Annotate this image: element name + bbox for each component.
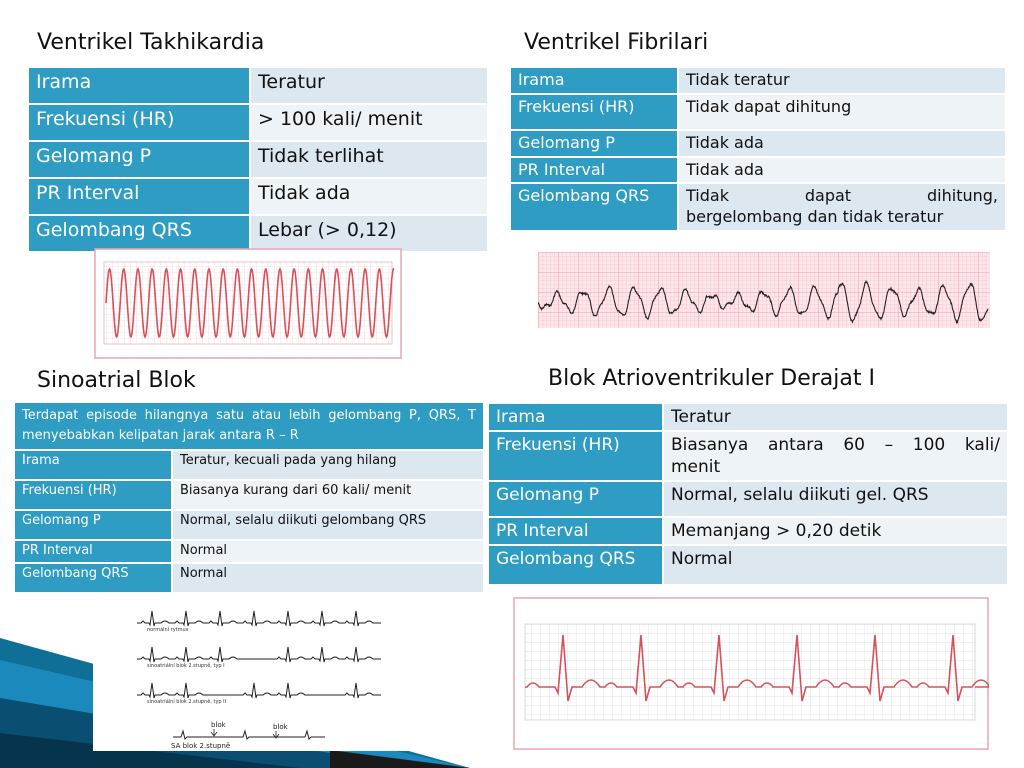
sa-value: Normal — [172, 563, 484, 593]
vf-value — [678, 183, 1006, 231]
table-row — [28, 104, 488, 141]
sa-strip-label: SA blok 2.stupně — [171, 742, 231, 750]
vt-value: Lebar (> 0,12) — [250, 215, 488, 252]
sa-title: Sinoatrial Blok — [37, 368, 196, 393]
sa-strip-label: normální rytmus — [147, 627, 189, 633]
avb-title: Blok Atrioventrikuler Derajat I — [548, 366, 875, 391]
avb-ecg-strip — [513, 597, 989, 750]
sa-value: Normal, selalu diikuti gelombang QRS — [172, 510, 484, 540]
table-row — [28, 178, 488, 215]
table-row — [14, 402, 484, 450]
sa-key: Gelombang QRS — [14, 563, 172, 593]
table-row — [510, 157, 1006, 184]
table-row — [28, 215, 488, 252]
table-row — [510, 67, 1006, 94]
table-row — [510, 94, 1006, 130]
avb-value: Normal, selalu diikuti gel. QRS — [663, 481, 1008, 517]
table-row — [14, 450, 484, 480]
sa-block-label: blok — [273, 723, 288, 731]
sa-block-label: blok — [211, 721, 226, 729]
vf-key: Irama — [510, 67, 678, 94]
vt-key: Irama — [28, 67, 250, 104]
table-row — [488, 431, 1008, 481]
vt-key: Frekuensi (HR) — [28, 104, 250, 141]
table-row — [14, 480, 484, 510]
vf-value: Tidak teratur — [678, 67, 1006, 94]
table-row — [488, 545, 1008, 585]
table-row — [14, 540, 484, 563]
table-row — [14, 510, 484, 540]
vf-ecg-strip — [538, 252, 990, 328]
sa-key: Frekuensi (HR) — [14, 480, 172, 510]
table-row — [14, 563, 484, 593]
avb-value: Memanjang > 0,20 detik — [663, 517, 1008, 545]
avb-key: PR Interval — [488, 517, 663, 545]
vf-qrs-line-2: bergelombang dan tidak teratur — [686, 207, 944, 227]
avb-value — [663, 431, 1008, 481]
sa-value: Teratur, kecuali pada yang hilang — [172, 450, 484, 480]
table-row — [28, 67, 488, 104]
vt-value: Teratur — [250, 67, 488, 104]
avb-key: Gelombang QRS — [488, 545, 663, 585]
vf-key: Frekuensi (HR) — [510, 94, 678, 130]
vf-key: Gelombang QRS — [510, 183, 678, 231]
sa-key: Irama — [14, 450, 172, 480]
vt-title: Ventrikel Takhikardia — [37, 30, 265, 55]
table-row — [488, 481, 1008, 517]
sa-ecg-panel — [93, 605, 421, 751]
vt-key: Gelombang QRS — [28, 215, 250, 252]
sa-key: PR Interval — [14, 540, 172, 563]
sa-value: Normal — [172, 540, 484, 563]
table-row — [28, 141, 488, 178]
vt-value: Tidak terlihat — [250, 141, 488, 178]
avb-key: Frekuensi (HR) — [488, 431, 663, 481]
vf-table — [509, 66, 1007, 232]
vt-value: > 100 kali/ menit — [250, 104, 488, 141]
sa-strip-label: sinoatriální blok 2.stupně, typ II — [147, 699, 227, 705]
avb-key: Gelomang P — [488, 481, 663, 517]
vt-ecg-strip — [94, 248, 402, 359]
table-row — [510, 183, 1006, 231]
sa-table — [13, 401, 485, 594]
sa-strip-label: sinoatriální blok 2.stupně, typ I — [147, 663, 225, 669]
sa-value: Biasanya kurang dari 60 kali/ menit — [172, 480, 484, 510]
sa-key: Gelomang P — [14, 510, 172, 540]
sa-ecg-strips — [93, 605, 421, 751]
vt-table — [27, 66, 489, 253]
avb-hr-line-1: Biasanya antara 60 – 100 kali/ — [671, 435, 1000, 456]
avb-value: Teratur — [663, 403, 1008, 431]
vf-value: Tidak ada — [678, 130, 1006, 157]
sa-header: Terdapat episode hilangnya satu atau lebih gelombang P, QRS, T menyebabkan kelipatan jarak antara R – R — [14, 402, 484, 450]
avb-value: Normal — [663, 545, 1008, 585]
avb-table — [487, 402, 1009, 586]
table-row — [510, 130, 1006, 157]
vf-key: PR Interval — [510, 157, 678, 184]
vt-key: Gelomang P — [28, 141, 250, 178]
vf-value: Tidak dapat dihitung — [678, 94, 1006, 130]
vf-qrs-line-1: Tidak dapat dihitung, — [686, 186, 998, 206]
vt-value: Tidak ada — [250, 178, 488, 215]
arrow-down-icon — [211, 729, 217, 736]
avb-key: Irama — [488, 403, 663, 431]
vf-title: Ventrikel Fibrilari — [524, 30, 709, 55]
vf-key: Gelomang P — [510, 130, 678, 157]
table-row — [488, 517, 1008, 545]
vt-key: PR Interval — [28, 178, 250, 215]
table-row — [488, 403, 1008, 431]
vf-value: Tidak ada — [678, 157, 1006, 184]
avb-hr-line-2: menit — [671, 457, 721, 478]
